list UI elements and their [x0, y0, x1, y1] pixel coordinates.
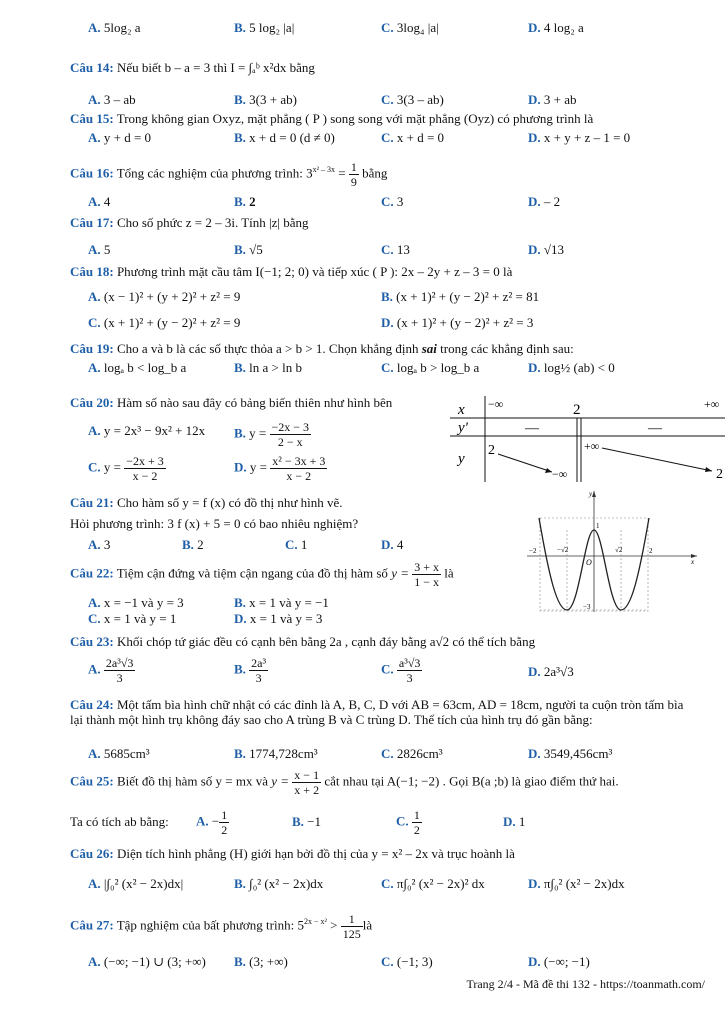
q25-option-b[interactable]: B. −1: [292, 814, 322, 829]
graph-label-neg-sqrt2: −√2: [557, 546, 569, 554]
q23-option-d[interactable]: D. 2a³√3: [528, 664, 574, 679]
q27-stem: Câu 27: Tập nghiệm của bất phương trình: $5^{2x - x^2}$ > $\frac{1}{125}$ là: [70, 912, 373, 941]
q17-option-c[interactable]: C. 13: [381, 242, 410, 257]
q13-option-a[interactable]: A. 5log₂ a: [88, 20, 141, 35]
q25-option-d[interactable]: D. 1: [503, 814, 526, 829]
table-x-2: 2: [573, 402, 581, 418]
q21-option-d[interactable]: D. 4: [381, 537, 404, 552]
q13-option-b[interactable]: B. 5 log₂ |a|: [234, 20, 295, 35]
q26-stem: Câu 26: Diện tích hình phẳng (H) giới hạn bởi đồ thị của y = x² – 2x và trục hoành là: [70, 846, 515, 861]
table-x-neg-inf: −∞: [488, 397, 504, 411]
q27-option-c[interactable]: C. (−1; 3): [381, 954, 433, 969]
q18-option-c[interactable]: C. (x + 1)² + (y − 2)² + z² = 9: [88, 315, 241, 330]
q15-stem: Câu 15: Trong không gian Oxyz, mặt phẳng ( P ) song song với mặt phẳng (Oyz) có phương trình là: [70, 111, 594, 126]
q15-option-a[interactable]: A. y + d = 0: [88, 130, 152, 145]
q18-stem: Câu 18: Phương trình mặt cầu tâm I(−1; 2; 0) và tiếp xúc ( P ): 2x – 2y + z – 3 = 0 là: [70, 264, 513, 279]
q19-stem: Câu 19: Cho a và b là các số thực thỏa a > b > 1. Chọn khẳng định sai trong các khẳng định sau:: [70, 341, 574, 356]
q20-stem: Câu 20: Hàm số nào sau đây có bảng biến thiên như hình bên: [70, 395, 393, 410]
q14-option-b[interactable]: B. 3(3 + ab): [234, 92, 297, 107]
q19-option-a[interactable]: A. logₐ b < log_b a: [88, 360, 187, 375]
q24-option-b[interactable]: B. 1774,728cm³: [234, 746, 318, 761]
q23-option-c[interactable]: C. $\frac{\text{a³√3}}{3}$: [381, 656, 421, 685]
q22-option-c[interactable]: C. x = 1 và y = 1: [88, 611, 177, 626]
q13-option-c[interactable]: C. 3log₄ |a|: [381, 20, 439, 35]
q23-stem: Câu 23: Khối chóp tứ giác đều có cạnh bên bằng 2a , cạnh đáy bằng a√2 có thể tích bằng: [70, 634, 536, 649]
q16-stem: Câu 16: Tổng các nghiệm của phương trình: $3^{x^2 - 3x}$ = $\frac{1}{9}$ bằng: [70, 160, 388, 189]
table-y-pos-inf: +∞: [584, 439, 600, 453]
q25-stem-a: Câu 25: Biết đồ thị hàm số y = mx và y = $\frac{x - 1}{x + 2}$ cắt nhau tại A(−1; −2) . Gọi B(a ;b) là giao điểm thứ hai.: [70, 768, 619, 797]
q18-option-b[interactable]: B. (x + 1)² + (y − 2)² + z² = 81: [381, 289, 540, 304]
graph-x-label: x: [691, 558, 695, 566]
q18-option-a[interactable]: A. (x − 1)² + (y + 2)² + z² = 9: [88, 289, 241, 304]
q16-option-c[interactable]: C. 3: [381, 194, 404, 209]
table-yprime-label: y': [458, 420, 468, 436]
page-footer: Trang 2/4 - Mã đề thi 132 - https://toanmath.com/: [466, 977, 705, 991]
q25-option-a[interactable]: A. − $\frac{1}{2}$: [196, 808, 228, 837]
q19-option-d[interactable]: D. log½ (ab) < 0: [528, 360, 615, 375]
q24-option-c[interactable]: C. 2826cm³: [381, 746, 443, 761]
q22-option-a[interactable]: A. x = −1 và y = 3: [88, 595, 184, 610]
q21-option-b[interactable]: B. 2: [182, 537, 204, 552]
table-yprime-sign-1: —: [525, 421, 539, 436]
q14-option-d[interactable]: D. 3 + ab: [528, 92, 577, 107]
q14-option-a[interactable]: A. 3 – ab: [88, 92, 136, 107]
q23-option-b[interactable]: B. $\frac{\text{2a³}}{3}$: [234, 656, 267, 685]
q16-option-d[interactable]: D. – 2: [528, 194, 561, 209]
graph-label-2: 2: [649, 547, 653, 555]
table-x-label: x: [458, 402, 465, 418]
q23-option-a[interactable]: A. $\frac{\text{2a³√3}}{3}$: [88, 656, 134, 685]
q25-stem-c: Ta có tích ab bằng:: [70, 814, 169, 829]
q26-option-d[interactable]: D. π∫₀² (x² − 2x)dx: [528, 876, 625, 891]
q17-stem: Câu 17: Cho số phức z = 2 – 3i. Tính |z| bằng: [70, 215, 309, 230]
q26-option-c[interactable]: C. π∫₀² (x² − 2x)² dx: [381, 876, 485, 891]
graph-label-neg2: −2: [529, 547, 537, 555]
table-x-pos-inf: +∞: [704, 397, 720, 411]
q19-option-c[interactable]: C. logₐ b > log_b a: [381, 360, 480, 375]
graph-label-neg3: −3: [583, 603, 591, 611]
q27-option-a[interactable]: A. (−∞; −1) ∪ (3; +∞): [88, 954, 206, 969]
q18-option-d[interactable]: D. (x + 1)² + (y − 2)² + z² = 3: [381, 315, 534, 330]
q24-option-a[interactable]: A. 5685cm³: [88, 746, 150, 761]
graph-y-label: y: [589, 490, 593, 498]
q21-option-a[interactable]: A. 3: [88, 537, 111, 552]
q20-option-a[interactable]: A. y = 2x³ − 9x² + 12x: [88, 423, 206, 438]
q21-stem-b: Hỏi phương trình: 3 f (x) + 5 = 0 có bao nhiêu nghiệm?: [70, 516, 359, 531]
q26-option-a[interactable]: A. |∫₀² (x² − 2x)dx|: [88, 876, 184, 891]
q14-option-c[interactable]: C. 3(3 – ab): [381, 92, 444, 107]
q16-option-b[interactable]: B. 2: [234, 194, 256, 209]
q22-option-b[interactable]: B. x = 1 và y = −1: [234, 595, 329, 610]
q20-option-b[interactable]: B. y = $\frac{-2x - 3}{2 - x}$: [234, 420, 310, 449]
q27-option-b[interactable]: B. (3; +∞): [234, 954, 288, 969]
table-yprime-sign-2: —: [648, 421, 662, 436]
q17-option-a[interactable]: A. 5: [88, 242, 111, 257]
q15-option-d[interactable]: D. x + y + z – 1 = 0: [528, 130, 631, 145]
q16-option-a[interactable]: A. 4: [88, 194, 111, 209]
q17-option-b[interactable]: B. √5: [234, 242, 263, 257]
q20-option-c[interactable]: C. y = $\frac{-2x + 3}{x - 2}$: [88, 454, 164, 483]
q20-option-d[interactable]: D. y = $\frac{\text{x² − 3x + 3}}{x - 2}$: [234, 454, 326, 483]
q13-option-d[interactable]: D. 4 log₂ a: [528, 20, 584, 35]
q14-stem: Câu 14: Nếu biết b – a = 3 thì I = ∫ₐᵇ x²dx bằng: [70, 60, 315, 75]
graph-origin-label: O: [586, 558, 592, 567]
q22-stem: Câu 22: Tiệm cận đứng và tiệm cận ngang của đồ thị hàm số y = $\frac{3 + x}{1 - x}$ là: [70, 560, 454, 589]
q24-stem: Câu 24: Một tấm bìa hình chữ nhật có các đỉnh là A, B, C, D với AB = 63cm, AD = 18cm, người ta cuộn tròn tấm bìa lại thành một hình trụ không đáy sao cho A trùng B và C trùng D. Thể tích của hình trụ đó gần bằng:: [70, 697, 684, 727]
q21-function-graph: [525, 486, 700, 616]
q21-option-c[interactable]: C. 1: [285, 537, 308, 552]
table-y-label: y: [458, 451, 465, 467]
q25-option-c[interactable]: C. $\frac{1}{2}$: [396, 808, 420, 837]
table-y-2-left: 2: [488, 443, 495, 458]
graph-label-sqrt2: √2: [615, 546, 623, 554]
q24-option-d[interactable]: D. 3549,456cm³: [528, 746, 613, 761]
q21-stem-a: Câu 21: Cho hàm số y = f (x) có đồ thị như hình vẽ.: [70, 495, 343, 510]
q26-option-b[interactable]: B. ∫₀² (x² − 2x)dx: [234, 876, 324, 891]
q15-option-b[interactable]: B. x + d = 0 (d ≠ 0): [234, 130, 335, 145]
q27-option-d[interactable]: D. (−∞; −1): [528, 954, 590, 969]
table-y-neg-inf: −∞: [552, 467, 568, 481]
table-y-2-right: 2: [716, 467, 723, 482]
q15-option-c[interactable]: C. x + d = 0: [381, 130, 445, 145]
q22-option-d[interactable]: D. x = 1 và y = 3: [234, 611, 323, 626]
graph-label-1: 1: [596, 522, 600, 530]
variation-table: [450, 396, 725, 482]
q17-option-d[interactable]: D. √13: [528, 242, 565, 257]
q19-option-b[interactable]: B. ln a > ln b: [234, 360, 302, 375]
